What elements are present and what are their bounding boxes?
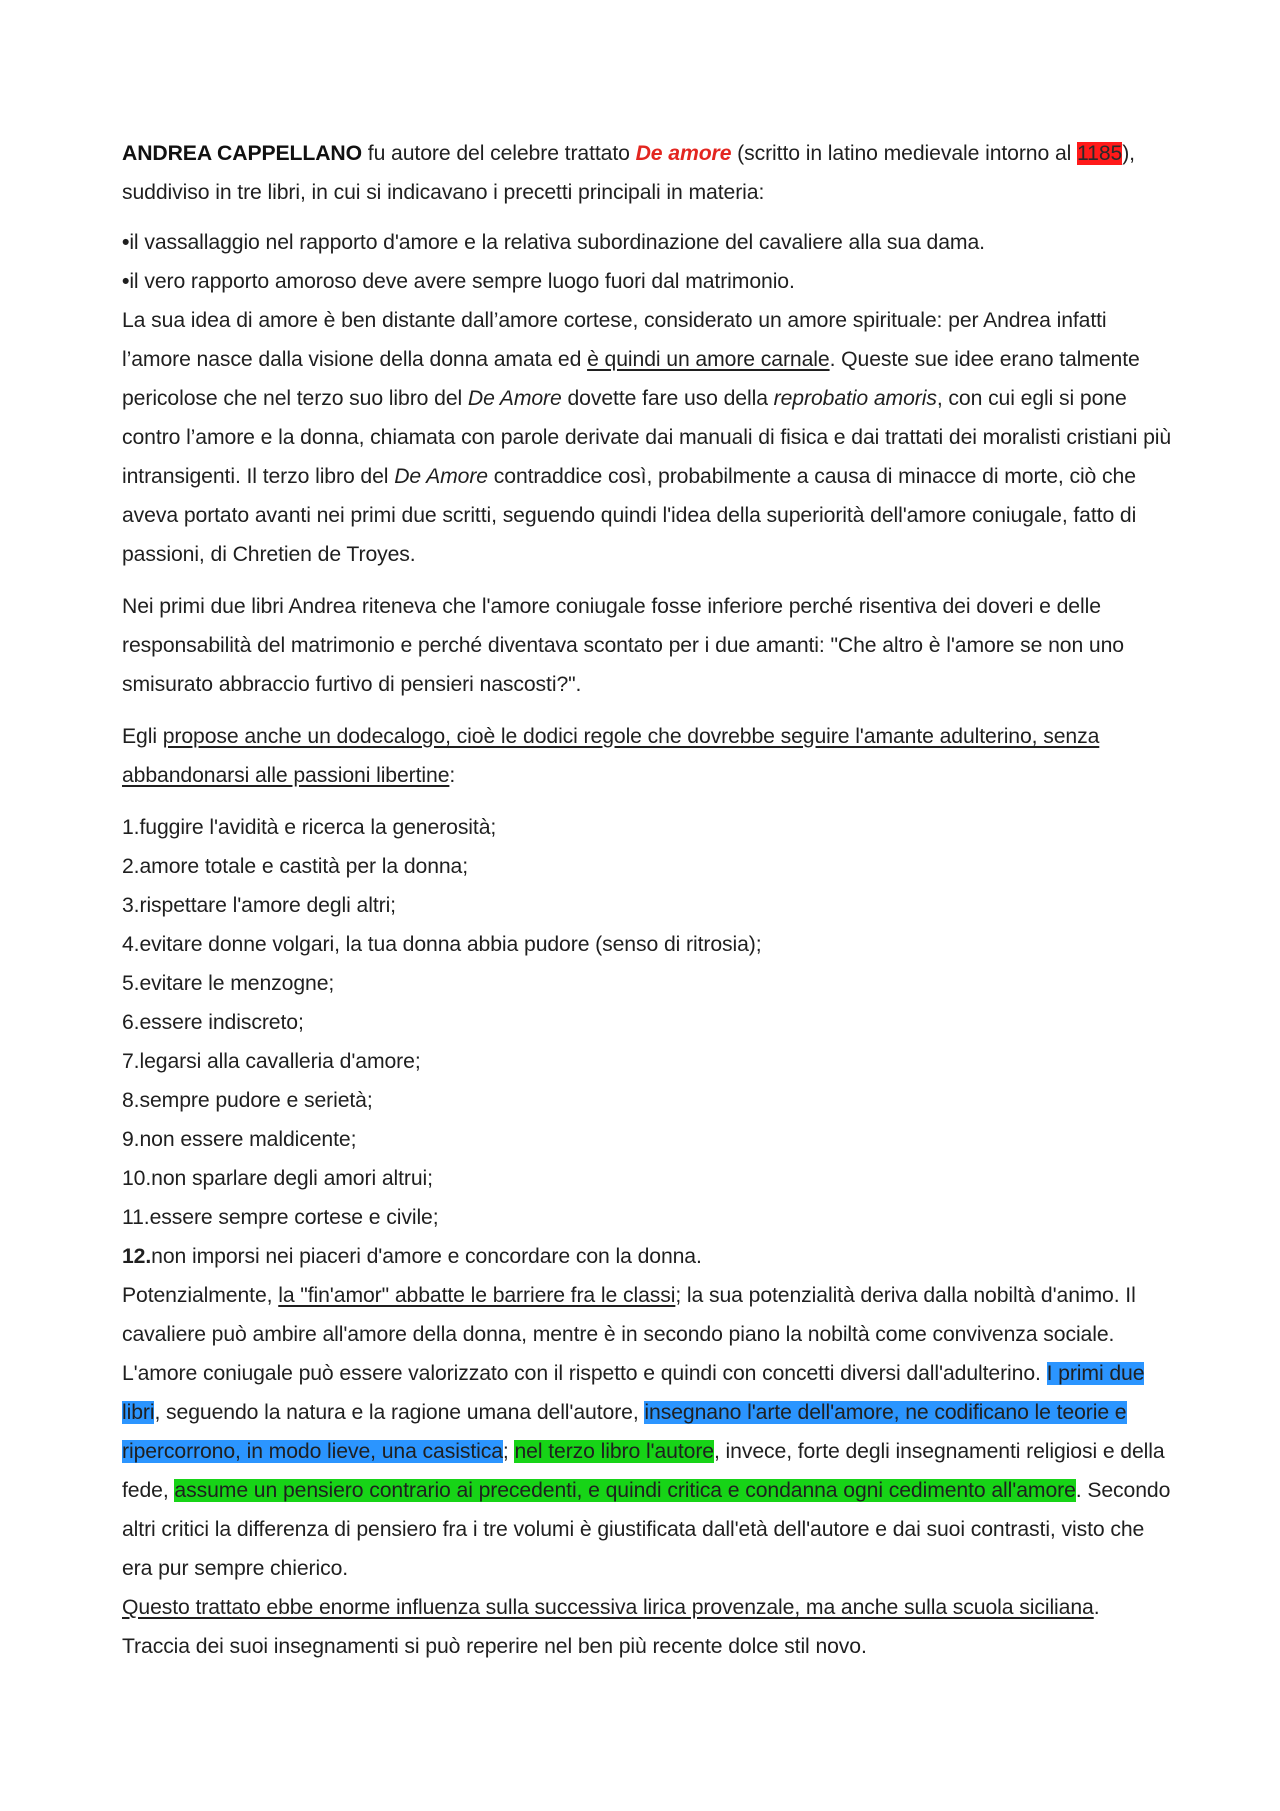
list-item: 6.essere indiscreto;	[122, 1011, 304, 1034]
list-item: 1.fuggire l'avidità e ricerca la generosità;	[122, 816, 497, 839]
list-item: 2.amore totale e castità per la donna;	[122, 855, 469, 878]
list-item: 8.sempre pudore e serietà;	[122, 1089, 373, 1112]
list-item: 9.non essere maldicente;	[122, 1128, 357, 1151]
idea-paragraph: La sua idea di amore è ben distante dall’amore cortese, considerato un amore spirituale: per Andrea infatti l’amore nasce dalla visione della donna amata ed è quindi un amore carnale. Queste sue idee erano talmente pericolose che nel terzo suo libro del De Amore dovette fare uso della reprobatio amoris, con cui egli si pone contro l’amore e la donna, chiamata con parole derivate dai manuali di fisica e dai trattati dei moralisti cristiani più intransigenti. Il terzo libro del De Amore contraddice così, probabilmente a causa di minacce di morte, ciò che aveva portato avanti nei primi due scritti, seguendo quindi l'idea della superiorità dell'amore coniugale, fatto di passioni, di Chretien de Troyes.	[122, 309, 1172, 566]
author-name: ANDREA CAPPELLANO	[122, 142, 363, 165]
list-item: 4.evitare donne volgari, la tua donna abbia pudore (senso di ritrosia);	[122, 933, 762, 956]
rules-list	[122, 808, 1172, 1276]
marriage-paragraph: Nei primi due libri Andrea riteneva che l'amore coniugale fosse inferiore perché risentiva dei doveri e delle responsabilità del matrimonio e perché diventava scontato per i due amanti: "Che altro è l'amore se non uno smisurato abbraccio furtivo di pensieri nascosti?".	[122, 595, 1124, 696]
list-item: 12.non imporsi nei piaceri d'amore e concordare con la donna.	[122, 1245, 702, 1268]
highlight-green: nel terzo libro l'autore	[514, 1440, 714, 1463]
intro-paragraph: ANDREA CAPPELLANO fu autore del celebre trattato De amore (scritto in latino medievale intorno al 1185), suddiviso in tre libri, in cui si indicavano i precetti principali in materia:	[122, 142, 1135, 204]
list-item: 5.evitare le menzogne;	[122, 972, 335, 995]
potential-paragraph: Potenzialmente, la "fin'amor" abbatte le barriere fra le classi; la sua potenzialità deriva dalla nobiltà d'animo. Il cavaliere può ambire all'amore della donna, mentre è in secondo piano la nobiltà come convivenza sociale. L'amore coniugale può essere valorizzato con il rispetto e quindi con concetti diversi dall'adulterino. I primi due libri, seguendo la natura e la ragione umana dell'autore, insegnano l'arte dell'amore, ne codificano le teorie e ripercorrono, in modo lieve, una casistica; nel terzo libro l'autore, invece, forte degli insegnamenti religiosi e della fede, assume un pensiero contrario ai precedenti, e quindi critica e condanna ogni cedimento all'amore. Secondo altri critici la differenza di pensiero fra i tre volumi è giustificata dall'età dell'autore e dai suoi contrasti, visto che era pur sempre chierico.	[122, 1284, 1171, 1580]
dodecalogue-intro: Egli propose anche un dodecalogo, cioè le dodici regole che dovrebbe seguire l'amante adulterino, senza abbandonarsi alle passioni libertine:	[122, 725, 1100, 787]
influence-paragraph: Questo trattato ebbe enorme influenza sulla successiva lirica provenzale, ma anche sulla scuola siciliana. Traccia dei suoi insegnamenti si può reperire nel ben più recente dolce stil novo.	[122, 1596, 1100, 1658]
list-item: 11.essere sempre cortese e civile;	[122, 1206, 439, 1229]
bullet-item: •il vero rapporto amoroso deve avere sempre luogo fuori dal matrimonio.	[122, 270, 795, 293]
bullet-item: •il vassallaggio nel rapporto d'amore e la relativa subordinazione del cavaliere alla sua dama.	[122, 231, 985, 254]
bullet-mark: •	[122, 270, 130, 293]
work-title: De amore	[635, 142, 732, 165]
list-item: 10.non sparlare degli amori altrui;	[122, 1167, 433, 1190]
highlight-green: assume un pensiero contrario ai precedenti, e quindi critica e condanna ogni cedimento all'amore	[174, 1479, 1076, 1502]
highlight-blue: insegnano l'arte dell'amore, ne codificano le teorie e ripercorrono, in modo lieve, una casistica	[122, 1401, 1127, 1463]
list-item: 3.rispettare l'amore degli altri;	[122, 894, 396, 917]
bullet-mark: •	[122, 231, 130, 254]
highlight-blue: I primi due libri	[122, 1362, 1145, 1424]
year-highlight: 1185	[1077, 142, 1123, 165]
document-page	[122, 134, 1172, 1666]
list-item: 7.legarsi alla cavalleria d'amore;	[122, 1050, 421, 1073]
